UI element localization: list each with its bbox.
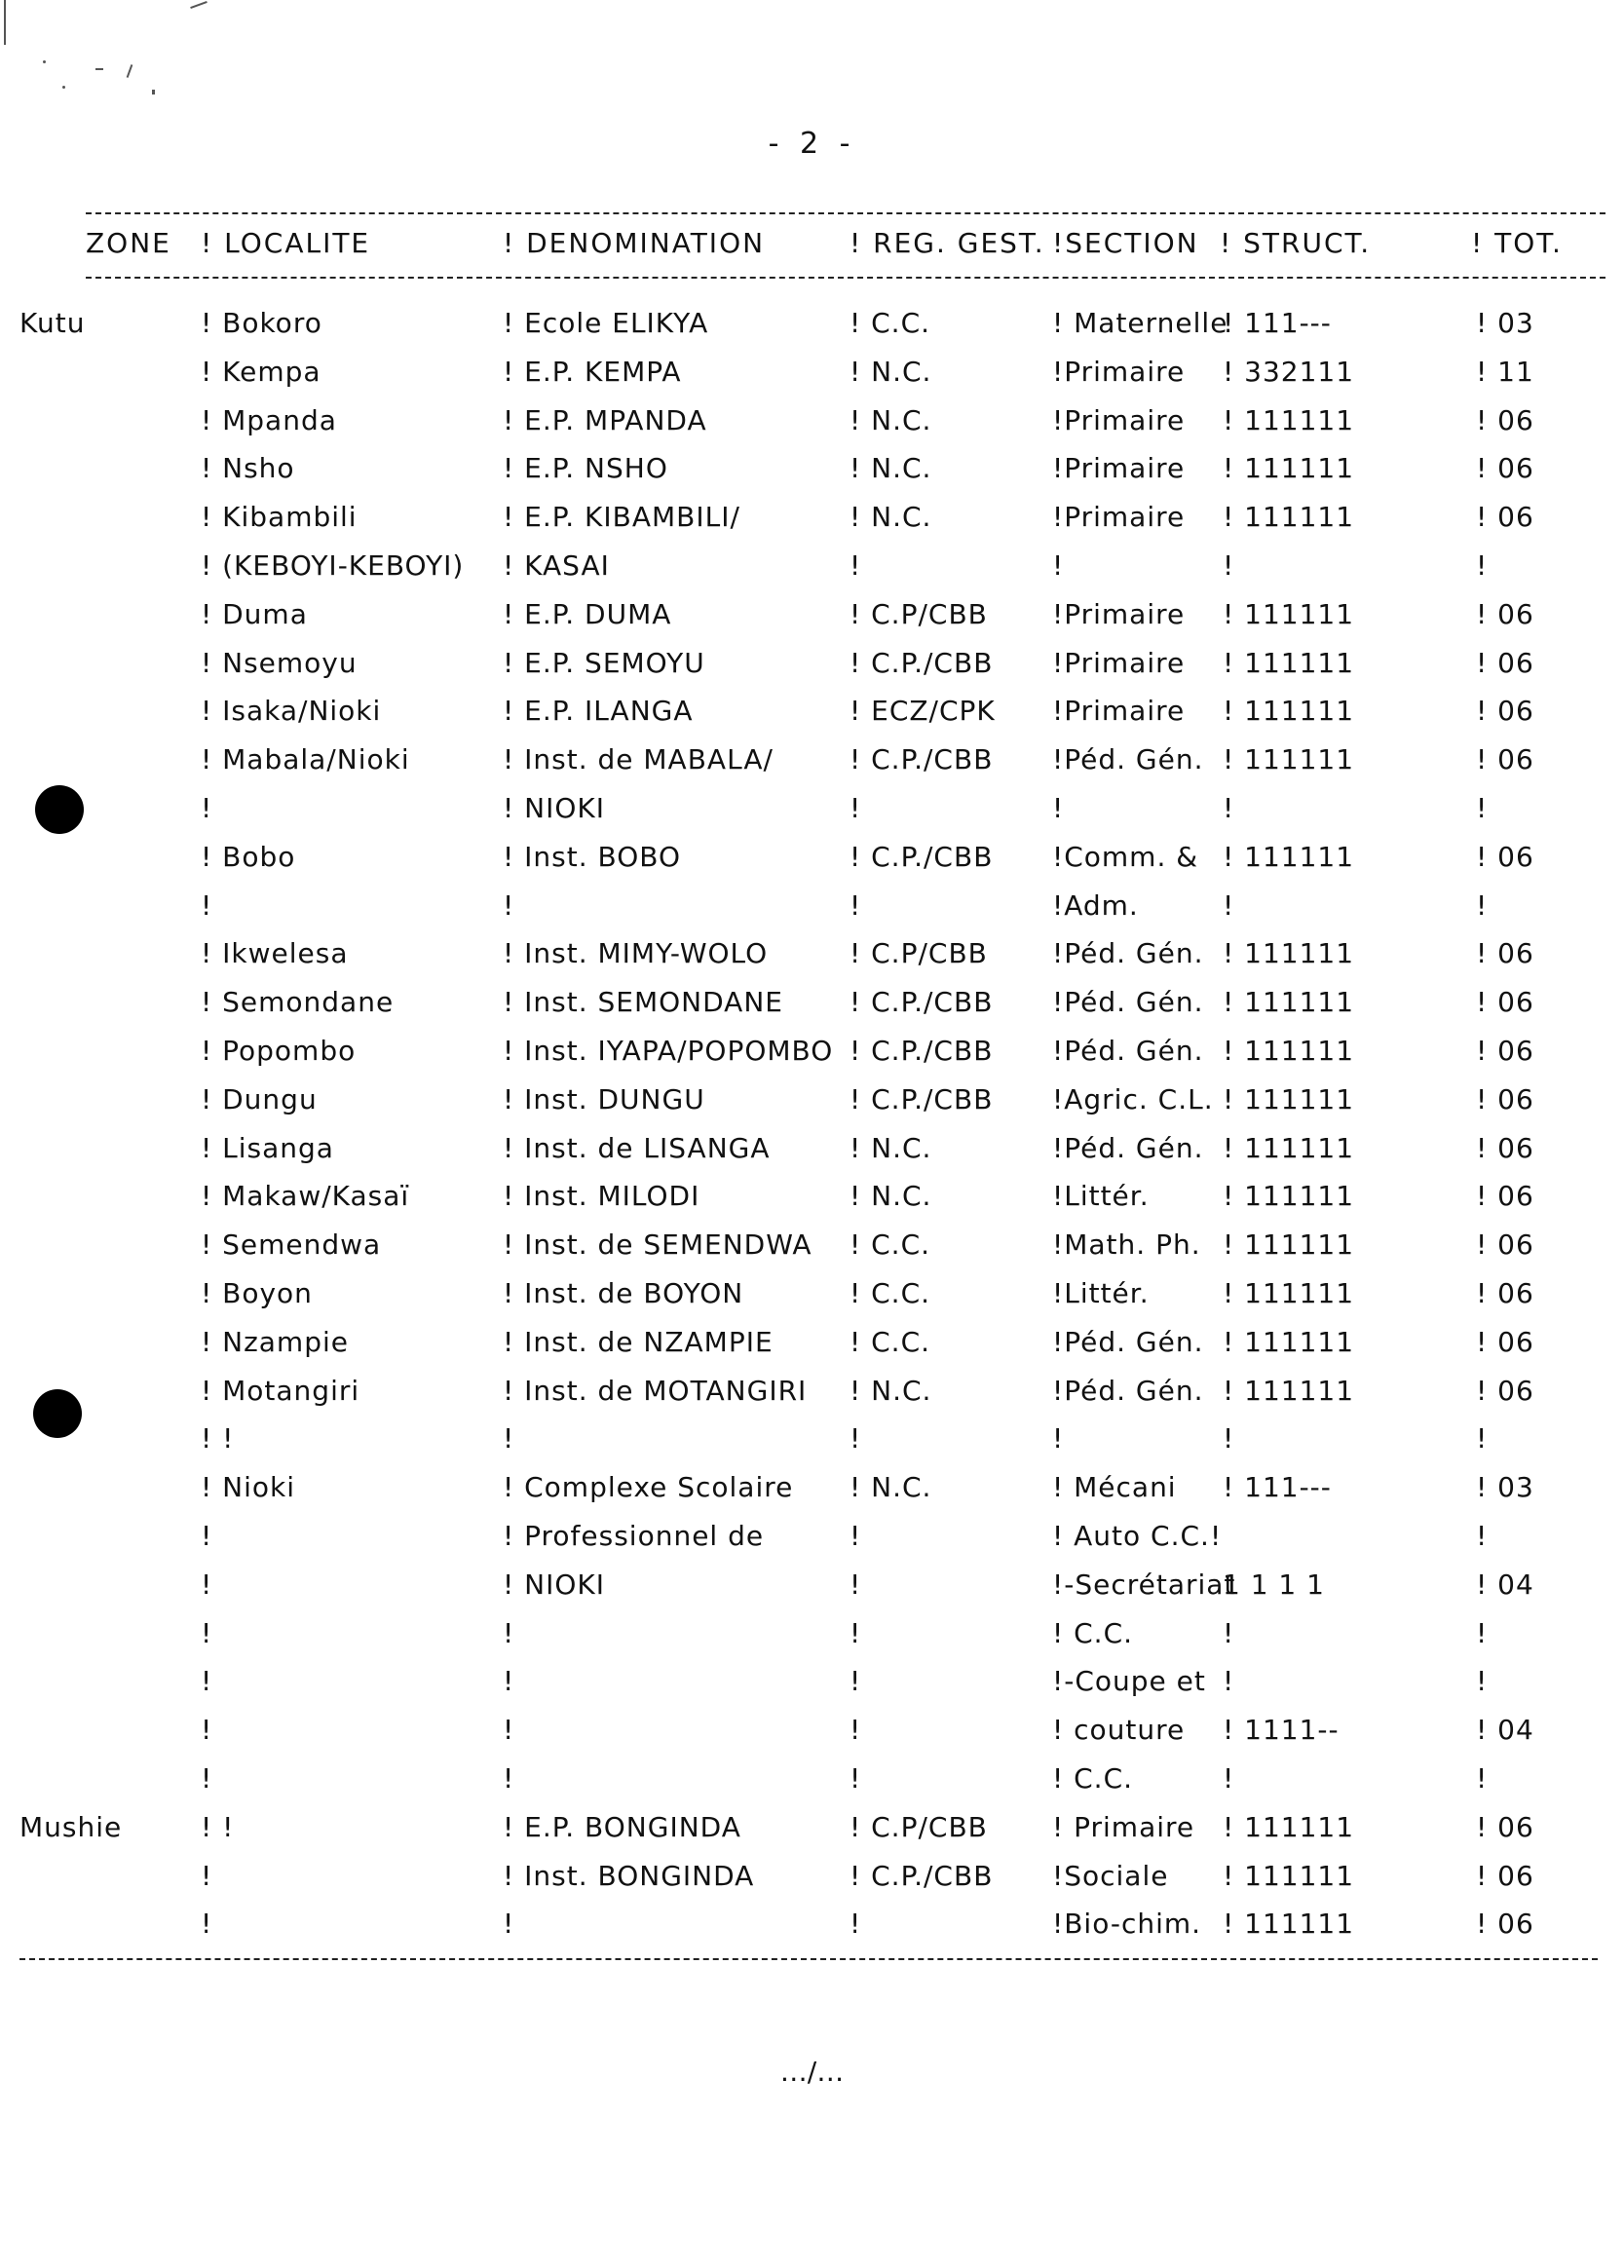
row-reg-gest: ! N.C. [850, 1374, 932, 1407]
row-tot: ! 06 [1476, 1082, 1534, 1115]
row-localite: ! ! [201, 1810, 235, 1843]
table-row [0, 353, 1624, 401]
row-section: !Adm. [1052, 888, 1139, 922]
row-section: ! Maternelle [1052, 307, 1228, 339]
scan-artifact [152, 90, 155, 94]
row-denomination: ! [503, 1616, 515, 1649]
row-localite: ! Lisanga [201, 1131, 334, 1164]
table-row [0, 1808, 1624, 1857]
row-denomination: ! Inst. de MOTANGIRI [503, 1374, 808, 1407]
row-reg-gest: ! [850, 549, 862, 582]
row-tot: ! 06 [1476, 1035, 1534, 1067]
row-localite: ! [201, 888, 213, 922]
row-zone: Kutu [19, 307, 86, 339]
row-reg-gest: ! C.C. [850, 1325, 931, 1358]
table-row [0, 1905, 1624, 1953]
row-struct: ! [1223, 1665, 1235, 1698]
row-struct: ! 111111 [1223, 1131, 1355, 1164]
row-struct: ! 111111 [1223, 403, 1355, 436]
row-localite: ! Duma [201, 597, 308, 630]
header-denomination: ! DENOMINATION [503, 227, 766, 259]
row-denomination: ! Inst. de BOYON [503, 1277, 744, 1309]
row-tot: ! 03 [1476, 1471, 1534, 1504]
row-localite: ! Kempa [201, 355, 321, 388]
row-reg-gest: ! C.P./CBB [850, 986, 994, 1019]
row-section: !Comm. & [1052, 840, 1199, 873]
row-denomination: ! E.P. DUMA [503, 597, 672, 630]
table-row [0, 595, 1624, 644]
table-row [0, 1419, 1624, 1468]
table-row [0, 1614, 1624, 1663]
table-row [0, 304, 1624, 353]
row-tot: ! 06 [1476, 501, 1534, 534]
row-reg-gest: ! N.C. [850, 501, 932, 534]
row-struct: ! [1223, 792, 1235, 824]
row-localite: ! [201, 792, 213, 824]
row-section: ! Primaire [1052, 1810, 1195, 1843]
row-struct: ! 111111 [1223, 1277, 1355, 1309]
continuation-mark: …/… [779, 2056, 845, 2088]
row-localite: ! [201, 1520, 213, 1552]
row-struct: ! [1223, 1422, 1235, 1455]
row-tot: ! 06 [1476, 1228, 1534, 1262]
table-row [0, 498, 1624, 547]
row-tot: ! [1476, 1616, 1489, 1649]
row-section: !Péd. Gén. [1052, 743, 1204, 776]
row-section: ! couture [1052, 1714, 1186, 1747]
row-reg-gest: ! C.C. [850, 307, 931, 339]
table-row [0, 1711, 1624, 1759]
row-localite: ! Nzampie [201, 1325, 349, 1358]
row-tot: ! [1476, 1665, 1489, 1698]
row-reg-gest: ! [850, 1665, 862, 1698]
row-struct: 1 1 1 1 [1223, 1568, 1325, 1601]
row-tot: ! 04 [1476, 1568, 1534, 1601]
row-reg-gest: ! [850, 1422, 862, 1455]
row-tot: ! 06 [1476, 403, 1534, 436]
row-tot: ! 06 [1476, 840, 1534, 873]
row-denomination: ! Inst. de MABALA/ [503, 743, 774, 776]
row-reg-gest: ! C.P/CBB [850, 937, 988, 970]
row-struct: ! 111--- [1223, 307, 1332, 339]
row-reg-gest: ! C.P/CBB [850, 597, 988, 630]
table-row [0, 449, 1624, 498]
row-section: ! [1052, 792, 1065, 824]
row-section: !Sociale [1052, 1859, 1169, 1892]
table-row [0, 547, 1624, 595]
row-reg-gest: ! [850, 1520, 862, 1552]
row-struct: ! 111111 [1223, 1374, 1355, 1407]
scan-artifact [62, 86, 65, 89]
bottom-dashed-rule [19, 1958, 1598, 1960]
row-section: ! [1052, 549, 1065, 582]
table-row [0, 1566, 1624, 1614]
row-localite: ! Nsho [201, 452, 295, 485]
table-row [0, 1274, 1624, 1323]
row-tot: ! [1476, 1762, 1489, 1795]
row-struct: ! 1111-- [1223, 1714, 1340, 1747]
table-row [0, 934, 1624, 983]
row-localite: ! Ikwelesa [201, 937, 349, 970]
row-reg-gest: ! N.C. [850, 1180, 932, 1213]
row-localite: ! [201, 1568, 213, 1601]
row-section: ! Mécani [1052, 1471, 1177, 1504]
row-reg-gest: ! C.P/CBB [850, 1810, 988, 1843]
row-denomination: ! Inst. SEMONDANE [503, 986, 783, 1019]
header-zone: ZONE [86, 227, 171, 259]
row-tot: ! 04 [1476, 1714, 1534, 1747]
row-tot: ! 06 [1476, 646, 1534, 679]
row-reg-gest: ! [850, 1616, 862, 1649]
row-tot: ! 06 [1476, 597, 1534, 630]
row-tot: ! 06 [1476, 1131, 1534, 1164]
table-header [0, 224, 1624, 269]
row-section: !Bio-chim. [1052, 1908, 1202, 1941]
row-section: !Péd. Gén. [1052, 1131, 1204, 1164]
table-row [0, 789, 1624, 838]
row-localite: ! Makaw/Kasaï [201, 1180, 410, 1213]
row-denomination: ! E.P. KIBAMBILI/ [503, 501, 740, 534]
row-localite: ! Kibambili [201, 501, 358, 534]
table-row [0, 1517, 1624, 1566]
row-localite: ! Bobo [201, 840, 296, 873]
row-tot: ! 06 [1476, 986, 1534, 1019]
row-localite: ! Popombo [201, 1035, 357, 1067]
row-reg-gest: ! C.P./CBB [850, 743, 994, 776]
scan-artifact [127, 64, 133, 78]
row-tot: ! 06 [1476, 1859, 1534, 1892]
row-struct: ! 111111 [1223, 1810, 1355, 1843]
row-tot: ! 06 [1476, 695, 1534, 728]
row-localite: ! [201, 1908, 213, 1941]
row-localite: ! [201, 1616, 213, 1649]
row-section: !Primaire [1052, 403, 1186, 436]
row-tot: ! [1476, 1422, 1489, 1455]
row-denomination: ! Inst. MIMY-WOLO [503, 937, 769, 970]
table-row [0, 740, 1624, 789]
header-reg-gest: ! REG. GEST. [850, 227, 1045, 259]
row-reg-gest: ! N.C. [850, 355, 932, 388]
table-row [0, 838, 1624, 887]
row-struct: ! 111111 [1223, 1180, 1355, 1213]
row-reg-gest: ! [850, 1568, 862, 1601]
row-section: !Primaire [1052, 355, 1186, 388]
row-struct: ! 111111 [1223, 452, 1355, 485]
table-row [0, 887, 1624, 935]
row-section: ! C.C. [1052, 1762, 1134, 1795]
punch-hole [33, 1389, 82, 1438]
table-row [0, 1226, 1624, 1274]
table-row [0, 1372, 1624, 1420]
punch-hole [35, 785, 84, 834]
row-struct: ! 111111 [1223, 1908, 1355, 1941]
scan-artifact [4, 0, 6, 45]
row-reg-gest: ! C.P./CBB [850, 1035, 994, 1067]
row-reg-gest: ! C.P./CBB [850, 840, 994, 873]
row-section: !Péd. Gén. [1052, 1374, 1204, 1407]
row-section: !Primaire [1052, 646, 1186, 679]
row-section: !Littér. [1052, 1180, 1150, 1213]
row-denomination: ! [503, 888, 515, 922]
row-reg-gest: ! [850, 1908, 862, 1941]
row-denomination: ! Inst. de SEMENDWA [503, 1228, 812, 1262]
row-denomination: ! [503, 1665, 515, 1698]
row-denomination: ! Inst. BOBO [503, 840, 682, 873]
row-struct: ! [1223, 1762, 1235, 1795]
row-tot: ! 06 [1476, 1810, 1534, 1843]
row-tot: ! [1476, 792, 1489, 824]
row-section: !Péd. Gén. [1052, 937, 1204, 970]
row-localite: ! [201, 1762, 213, 1795]
table-row [0, 1323, 1624, 1372]
row-reg-gest: ! N.C. [850, 1131, 932, 1164]
header-section: !SECTION [1052, 227, 1199, 259]
row-tot: ! 06 [1476, 1325, 1534, 1358]
row-localite: ! [201, 1714, 213, 1747]
row-denomination: ! [503, 1714, 515, 1747]
row-section: !-Secrétariat [1052, 1568, 1236, 1601]
row-denomination: ! KASAI [503, 549, 610, 582]
row-struct: ! 111111 [1223, 1325, 1355, 1358]
row-denomination: ! Professionnel de [503, 1520, 765, 1552]
table-row [0, 1080, 1624, 1129]
row-struct: ! 111111 [1223, 597, 1355, 630]
row-localite: ! [201, 1665, 213, 1698]
table-row [0, 1032, 1624, 1080]
row-denomination: ! [503, 1908, 515, 1941]
row-section: ! [1052, 1422, 1065, 1455]
row-section: !Péd. Gén. [1052, 1035, 1204, 1067]
row-denomination: ! E.P. SEMOYU [503, 646, 705, 679]
row-section: !Littér. [1052, 1277, 1150, 1309]
row-section: !Péd. Gén. [1052, 986, 1204, 1019]
row-section: !Primaire [1052, 695, 1186, 728]
row-localite: ! Dungu [201, 1082, 318, 1115]
row-reg-gest: ! C.P./CBB [850, 646, 994, 679]
row-reg-gest: ! N.C. [850, 403, 932, 436]
row-denomination: ! Inst. MILODI [503, 1180, 700, 1213]
row-localite: ! Nsemoyu [201, 646, 358, 679]
row-denomination: ! E.P. NSHO [503, 452, 668, 485]
header-dashed-rule [86, 277, 1605, 279]
row-struct: ! [1223, 888, 1235, 922]
row-denomination: ! Inst. DUNGU [503, 1082, 705, 1115]
row-reg-gest: ! [850, 792, 862, 824]
row-reg-gest: ! [850, 1762, 862, 1795]
row-denomination: ! NIOKI [503, 1568, 605, 1601]
row-section: !Primaire [1052, 501, 1186, 534]
table-row [0, 1129, 1624, 1178]
row-section: !Primaire [1052, 597, 1186, 630]
row-denomination: ! E.P. KEMPA [503, 355, 682, 388]
row-struct: ! 111111 [1223, 937, 1355, 970]
row-struct: ! 111111 [1223, 743, 1355, 776]
row-reg-gest: ! C.P./CBB [850, 1082, 994, 1115]
table-row [0, 983, 1624, 1032]
row-tot: ! 06 [1476, 1277, 1534, 1309]
row-denomination: ! E.P. ILANGA [503, 695, 694, 728]
row-struct: ! 111111 [1223, 1035, 1355, 1067]
row-reg-gest: ! [850, 888, 862, 922]
row-struct: ! 111111 [1223, 986, 1355, 1019]
row-localite: ! (KEBOYI-KEBOYI) [201, 549, 465, 582]
row-reg-gest: ! C.C. [850, 1277, 931, 1309]
row-tot: ! 06 [1476, 452, 1534, 485]
row-tot: ! [1476, 1520, 1489, 1552]
row-denomination: ! Inst. BONGINDA [503, 1859, 755, 1892]
row-reg-gest: ! C.C. [850, 1228, 931, 1262]
row-localite: ! [201, 1859, 213, 1892]
header-localite: ! LOCALITE [201, 227, 371, 259]
row-tot: ! 06 [1476, 937, 1534, 970]
row-tot: ! [1476, 888, 1489, 922]
row-reg-gest: ! [850, 1714, 862, 1747]
table-row [0, 692, 1624, 740]
row-section: ! C.C. [1052, 1616, 1134, 1649]
table-row [0, 1857, 1624, 1906]
table-row [0, 1759, 1624, 1808]
row-localite: ! Semendwa [201, 1228, 382, 1262]
row-reg-gest: ! N.C. [850, 452, 932, 485]
row-struct: ! [1223, 1616, 1235, 1649]
row-denomination: ! Inst. IYAPA/POPOMBO [503, 1035, 834, 1067]
row-localite: ! Isaka/Nioki [201, 695, 382, 728]
row-localite: ! ! [201, 1422, 235, 1455]
table-row [0, 401, 1624, 450]
row-tot: ! 06 [1476, 1374, 1534, 1407]
table-row [0, 1468, 1624, 1517]
row-denomination: ! Inst. de LISANGA [503, 1131, 771, 1164]
row-reg-gest: ! C.P./CBB [850, 1859, 994, 1892]
row-section: !Math. Ph. [1052, 1228, 1201, 1262]
row-section: !-Coupe et [1052, 1665, 1206, 1698]
row-denomination: ! Ecole ELIKYA [503, 307, 709, 339]
table-row [0, 1177, 1624, 1226]
row-localite: ! Mabala/Nioki [201, 743, 410, 776]
row-tot: ! 06 [1476, 743, 1534, 776]
row-struct: ! 111111 [1223, 1228, 1355, 1262]
row-reg-gest: ! ECZ/CPK [850, 695, 996, 728]
row-localite: ! Motangiri [201, 1374, 360, 1407]
row-struct: ! [1223, 549, 1235, 582]
row-section: !Péd. Gén. [1052, 1325, 1204, 1358]
row-localite: ! Mpanda [201, 403, 337, 436]
row-struct: ! 111111 [1223, 1082, 1355, 1115]
row-section: !Primaire [1052, 452, 1186, 485]
row-section: !Agric. C.L. [1052, 1082, 1214, 1115]
top-dashed-rule [86, 212, 1605, 214]
row-localite: ! Nioki [201, 1471, 295, 1504]
row-tot: ! [1476, 549, 1489, 582]
row-struct: ! 111111 [1223, 840, 1355, 873]
row-tot: ! 06 [1476, 1180, 1534, 1213]
row-struct: ! 332111 [1223, 355, 1355, 388]
row-tot: ! 03 [1476, 307, 1534, 339]
header-struct: ! STRUCT. [1220, 227, 1372, 259]
scan-artifact [190, 1, 208, 9]
row-tot: ! 06 [1476, 1908, 1534, 1941]
row-reg-gest: ! N.C. [850, 1471, 932, 1504]
row-denomination: ! [503, 1762, 515, 1795]
row-denomination: ! E.P. BONGINDA [503, 1810, 741, 1843]
table-row [0, 644, 1624, 693]
row-struct: ! 111111 [1223, 646, 1355, 679]
row-denomination: ! E.P. MPANDA [503, 403, 707, 436]
row-zone: Mushie [19, 1810, 123, 1843]
row-struct: ! 111--- [1223, 1471, 1332, 1504]
row-localite: ! Boyon [201, 1277, 313, 1309]
page-number: - 2 - [768, 127, 856, 161]
row-denomination: ! NIOKI [503, 792, 605, 824]
scan-artifact [95, 68, 103, 70]
row-struct: ! 111111 [1223, 1859, 1355, 1892]
row-denomination: ! Complexe Scolaire [503, 1471, 794, 1504]
row-localite: ! Bokoro [201, 307, 322, 339]
row-tot: ! 11 [1476, 355, 1534, 388]
scan-artifact [43, 60, 46, 63]
row-denomination: ! [503, 1422, 515, 1455]
header-tot: ! TOT. [1471, 227, 1563, 259]
row-localite: ! Semondane [201, 986, 395, 1019]
table-row [0, 1662, 1624, 1711]
row-section: ! Auto C.C.! [1052, 1520, 1223, 1552]
row-denomination: ! Inst. de NZAMPIE [503, 1325, 774, 1358]
row-struct: ! 111111 [1223, 695, 1355, 728]
row-struct: ! 111111 [1223, 501, 1355, 534]
